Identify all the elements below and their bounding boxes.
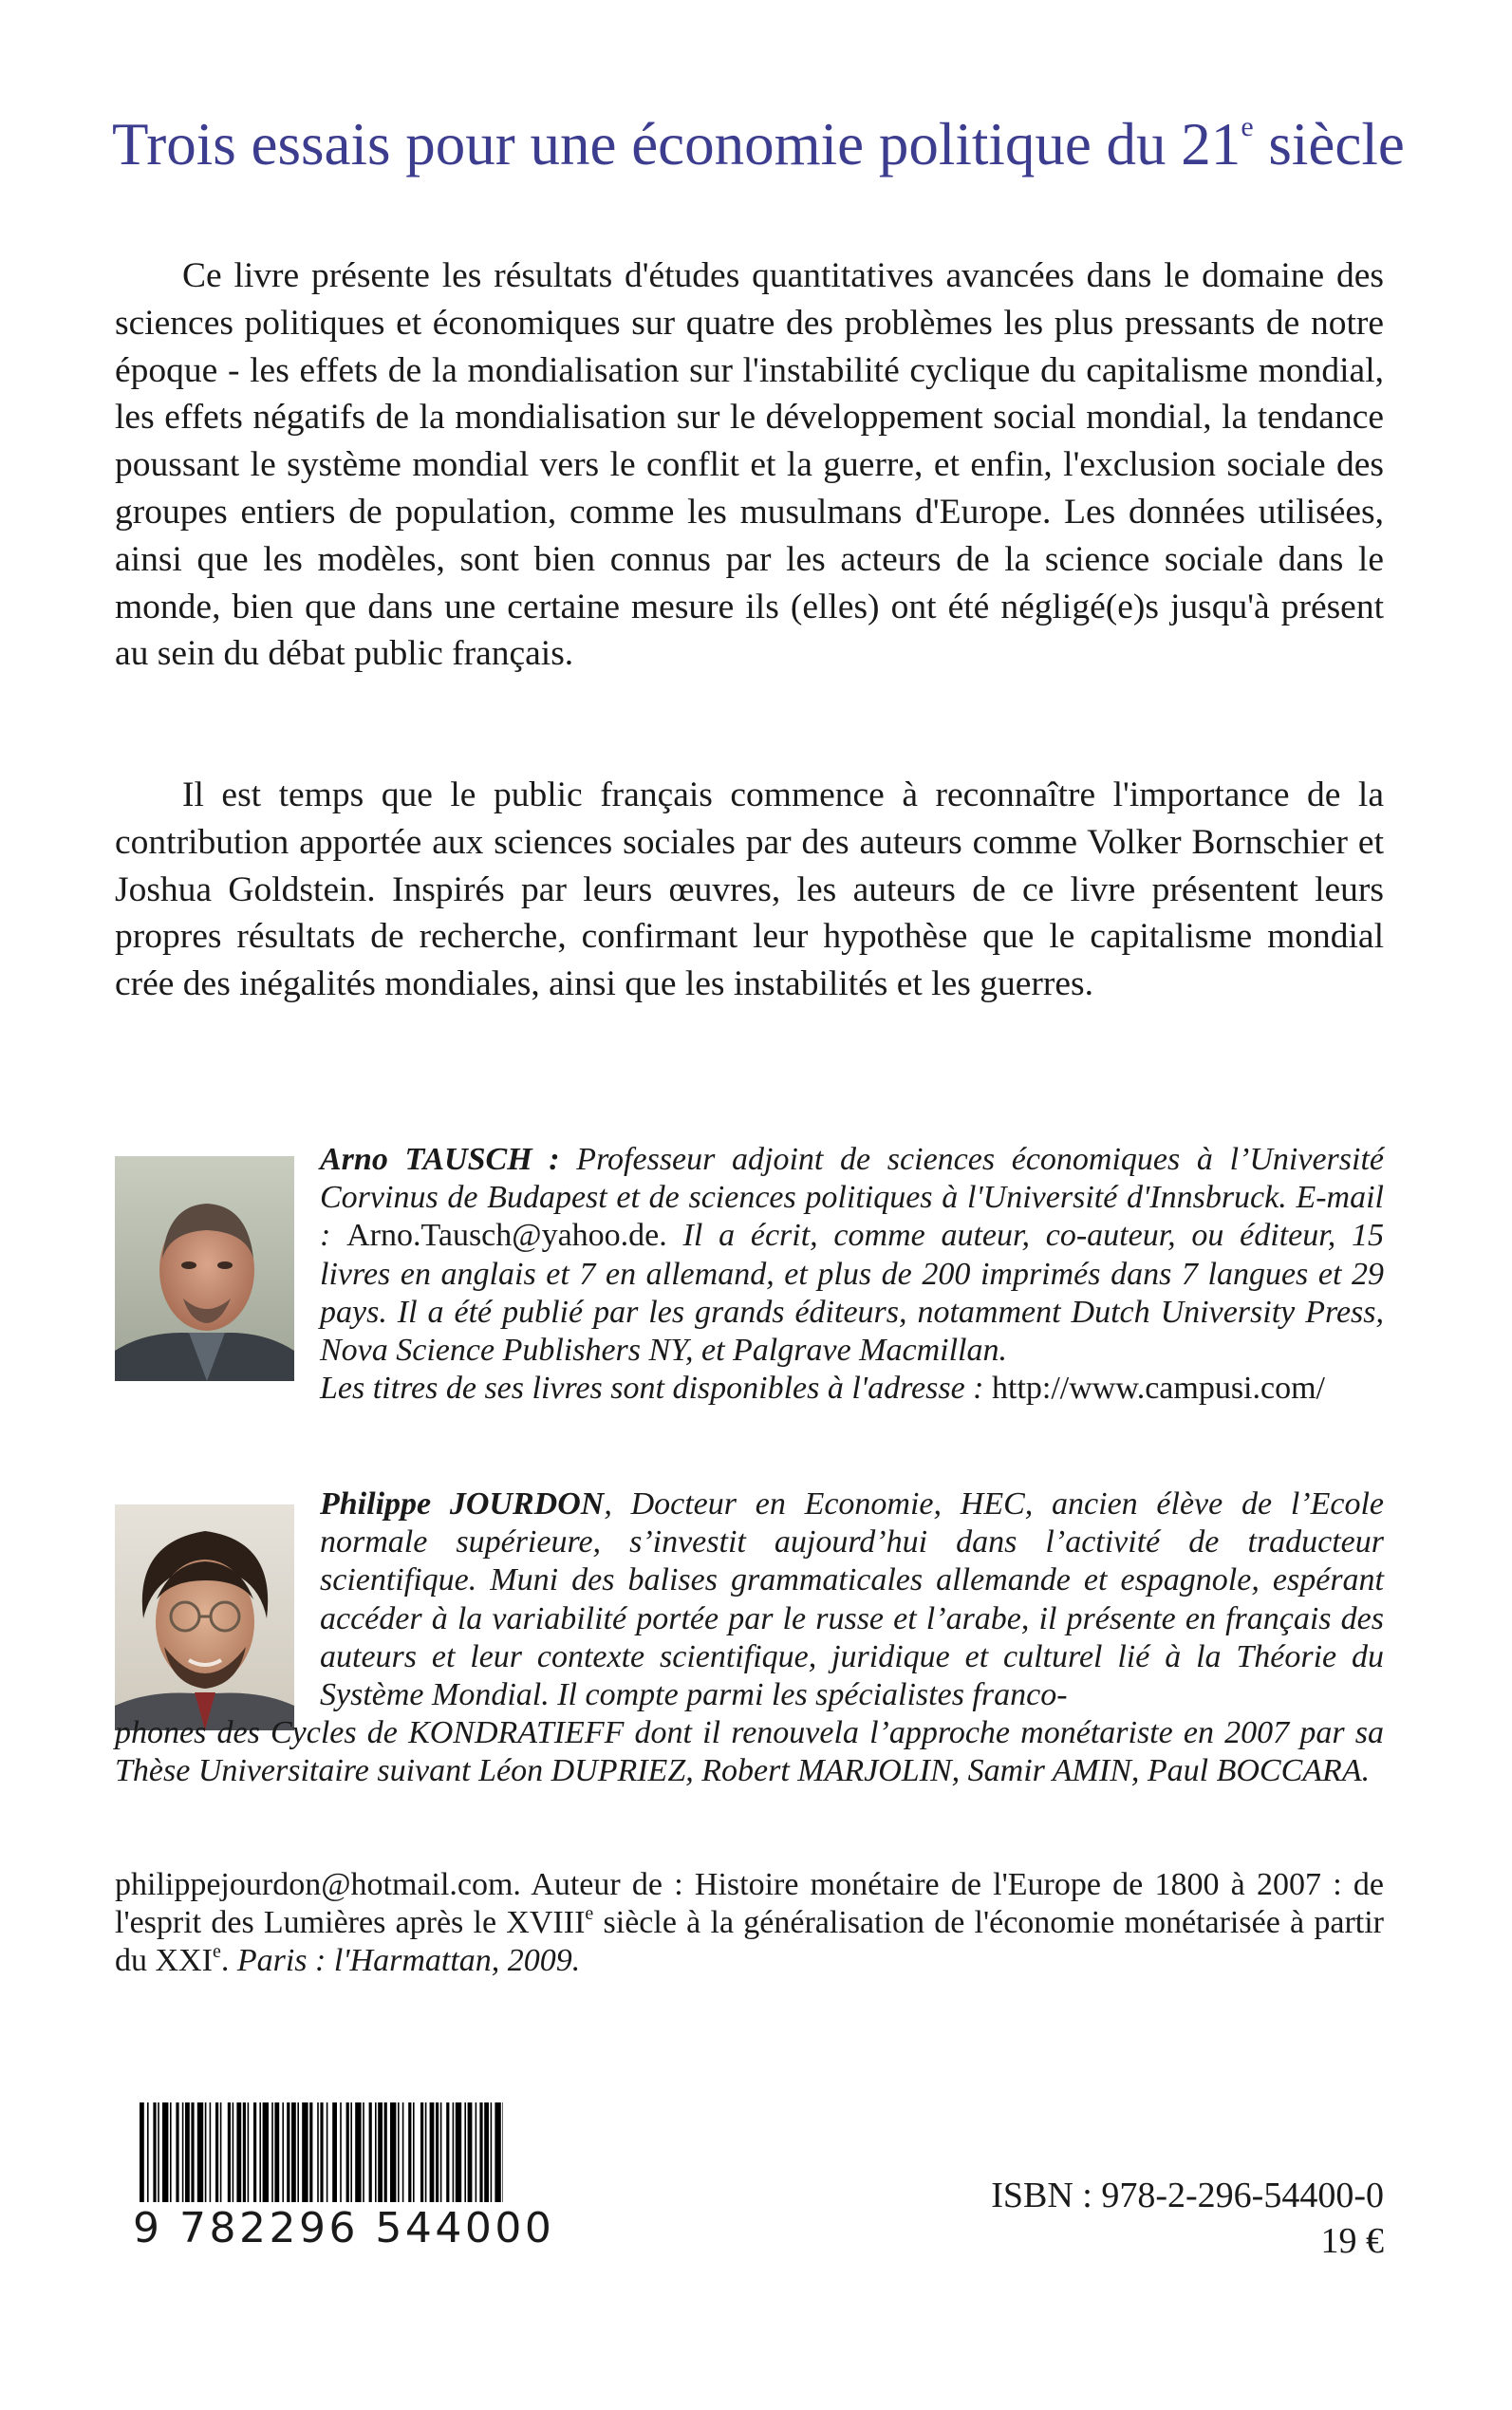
author-name-jourdon: Philippe JOURDON xyxy=(320,1486,605,1522)
jourdon-bio-part2: phones des Cycles de KONDRATIEFF dont il renouvela l’approche monétariste en 2007 par sa Thèse Universitaire suivant Léon DUPRIEZ, Robert MARJOLIN, Samir AMIN, Paul BOCCARA. xyxy=(115,1715,1384,1789)
barcode-digits: 9 782296 544000 xyxy=(133,2202,508,2255)
tausch-email-label: E-mail : xyxy=(320,1180,1385,1254)
isbn-number: ISBN : 978-2-296-54400-0 xyxy=(991,2176,1384,2215)
jourdon-book-sup-2: e xyxy=(212,1941,221,1963)
jourdon-book-text-2: siècle à la généralisation de l'économie monétarisée à partir du XXI xyxy=(115,1905,1384,1979)
summary-paragraph-2: Il est temps que le public français commence à reconnaître l'importance de la contribution apportée aux sciences sociales par des auteurs comme Volker Bornschier et Joshua Goldstein. Inspirés par leurs œuvres, les auteurs de ce livre présentent leurs propres résultats de recherche, confirmant leur hypothèse que le capitalisme mondial crée des inégalités mondiales, ainsi que les instabilités et les guerres. xyxy=(115,775,1384,1004)
jourdon-book-text-3: . xyxy=(220,1943,230,1979)
tausch-intro: Professeur adjoint de sciences économiques à l’Université Corvinus de Budapest et de sciences politiques à l'Université d'Innsbruck. xyxy=(320,1142,1384,1216)
title-superscript: e xyxy=(1241,111,1254,142)
tausch-details: Il a écrit, comme auteur, co-auteur, ou éditeur, 15 livres en anglais et 7 en allemand, et plus de 200 imprimés dans 7 langues et 29 pays. Il a été publié par les grands éditeurs, notamment Dutch University Press, Nova Science Publishers NY, et Palgrave Macmillan. xyxy=(320,1218,1384,1369)
summary-paragraph-1: Ce livre présente les résultats d'études quantitatives avancées dans le domaine des sciences politiques et économiques sur quatre des problèmes les plus pressants de notre époque - les effets de la mondialisation sur l'instabilité cyclique du capitalisme mondial, les effets négatifs de la mondialisation sur le développement social mondial, la tendance poussant le système mondial vers le conflit et la guerre, et enfin, l'exclusion sociale des groupes entiers de population, comme les musulmans d'Europe. Les données utilisées, ainsi que les modèles, sont bien connus par les acteurs de la science sociale dans le monde, bien que dans une certaine mesure ils (elles) ont été négligé(e)s jusqu'à présent au sein du débat public français. xyxy=(115,256,1384,674)
jourdon-bio-part1: , Docteur en Economie, HEC, ancien élève de l’Ecole normale supérieure, s’investit aujourd’hui dans l’activité de traducteur scientifique. Muni des balises grammaticales allemande et espagnole, espérant accéder à la variabilité portée par le russe et l’arabe, il présente en français des auteurs et leur contexte scientifique, juridique et culturel lié à la Théorie du Système Mondial. Il compte parmi les spécialistes franco- xyxy=(320,1486,1384,1713)
author-photo-tausch xyxy=(115,1156,294,1381)
author-name-tausch: Arno TAUSCH : xyxy=(320,1142,560,1177)
jourdon-book-sup-1: e xyxy=(585,1903,594,1925)
jourdon-publisher: Paris : l'Harmattan, 2009. xyxy=(229,1943,581,1979)
author-bio-tausch xyxy=(320,1141,1384,1408)
tausch-titles-label: Les titres de ses livres sont disponibles à l'adresse : xyxy=(320,1371,993,1407)
book-title xyxy=(112,106,1422,182)
author-bio-jourdon xyxy=(320,1485,1384,1714)
tausch-website-link[interactable]: http://www.campusi.com/ xyxy=(992,1371,1325,1407)
jourdon-book-text-1: Auteur de : Histoire monétaire de l'Europe de 1800 à 2007 : de l'esprit des Lumières après le XVIII xyxy=(115,1867,1384,1941)
title-main: Trois essais pour une économie politique du 21 xyxy=(112,111,1241,177)
tausch-email-link[interactable]: Arno.Tausch@yahoo.de. xyxy=(346,1218,667,1254)
jourdon-email-link[interactable]: philippejourdon@hotmail.com. xyxy=(115,1867,521,1902)
author-bio-jourdon-continued xyxy=(115,1714,1384,1790)
author-photo-jourdon xyxy=(115,1504,294,1730)
title-end: siècle xyxy=(1253,111,1405,177)
author-bio-jourdon-book xyxy=(115,1866,1384,1981)
price: 19 € xyxy=(1320,2221,1384,2261)
